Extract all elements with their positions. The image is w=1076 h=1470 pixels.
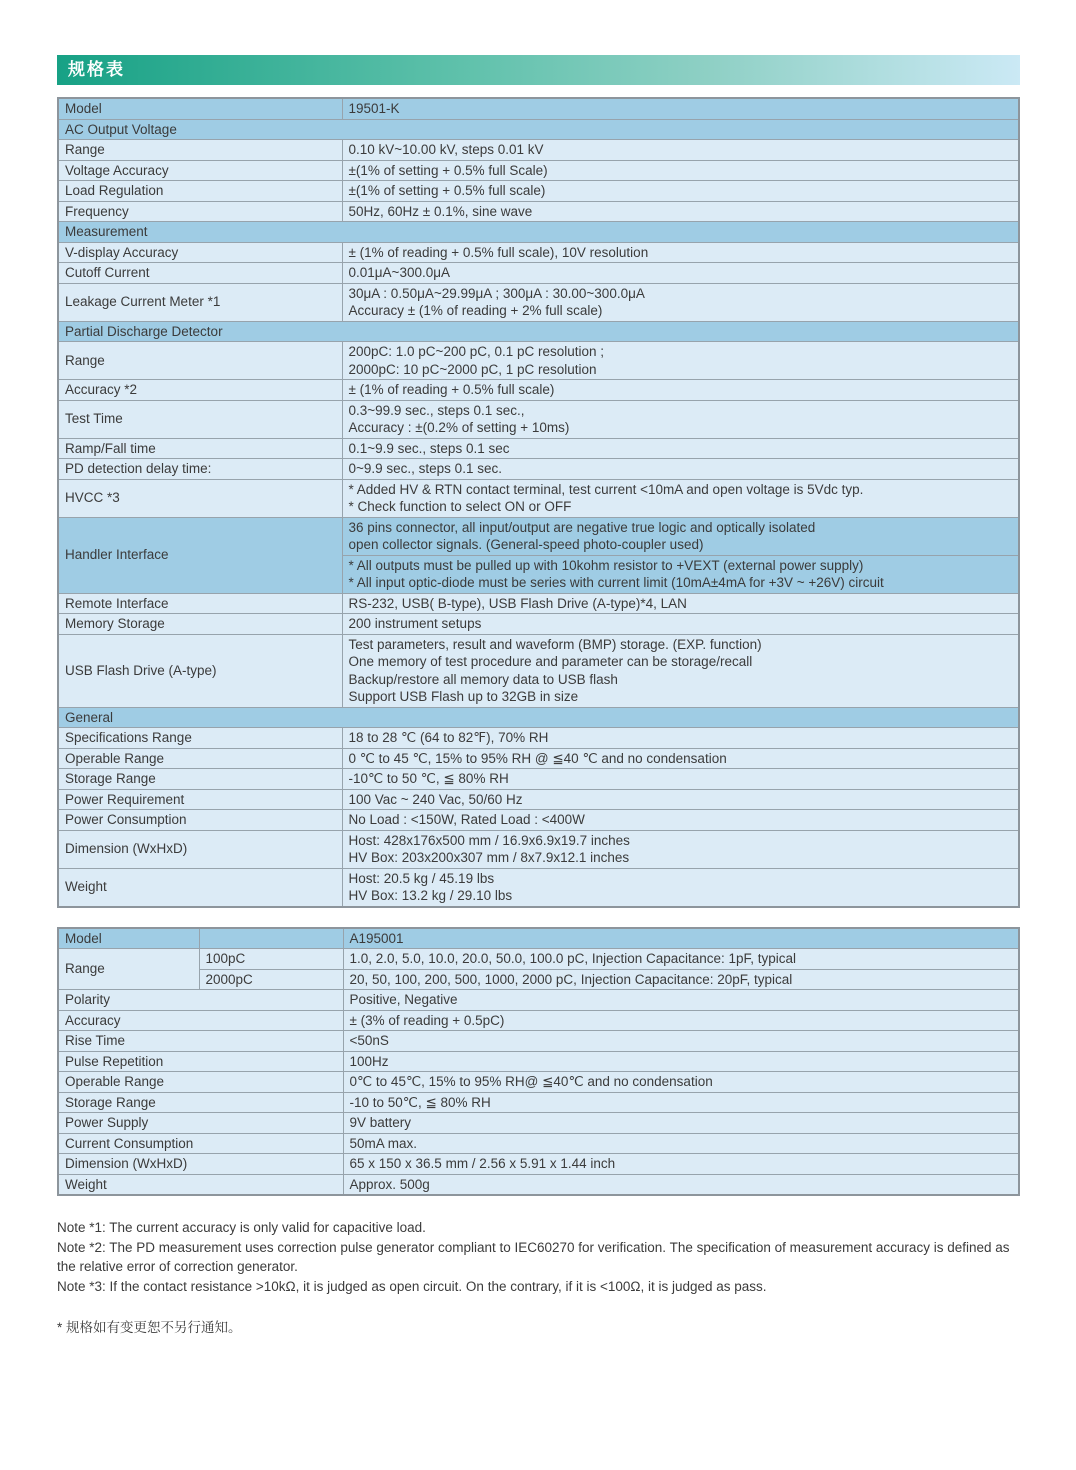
row-value	[343, 1113, 1019, 1134]
table-row	[58, 830, 1019, 868]
row-label	[58, 634, 342, 707]
table-row	[58, 1174, 1019, 1195]
row-value	[343, 990, 1019, 1011]
row-label	[58, 789, 342, 810]
table-row	[58, 140, 1019, 161]
cell-line: 19501-K	[348, 101, 400, 116]
cell-line: Load Regulation	[65, 183, 164, 198]
row-value	[343, 928, 1019, 949]
table-row	[58, 1154, 1019, 1175]
cell-line: ± (3% of reading + 0.5pC)	[349, 1012, 505, 1028]
table-row	[58, 342, 1019, 380]
section-row	[58, 321, 1019, 342]
table-row	[58, 748, 1019, 769]
table-row	[58, 459, 1019, 480]
cell-line: Accuracy : ±(0.2% of setting + 10ms)	[348, 420, 570, 435]
cell-line: Remote Interface	[65, 595, 169, 611]
table-row	[58, 1010, 1019, 1031]
row-value	[343, 1072, 1019, 1093]
row-label	[58, 201, 342, 222]
cell-line: AC Output Voltage	[65, 121, 177, 137]
cell-line: A195001	[349, 930, 404, 946]
cell-line: Host: 20.5 kg / 45.19 lbs	[348, 870, 495, 886]
cell-line: Accuracy *2	[65, 382, 138, 397]
footnote-3: Note *3: If the contact resistance >10kΩ, it is judged as open circuit. On the contrary, if it is <100Ω, it is judged as pass.	[57, 1278, 767, 1294]
cell-line: Dimension (WxHxD)	[65, 841, 188, 857]
row-value	[343, 1051, 1019, 1072]
cell-line: 200pC: 1.0 pC~200 pC, 0.1 pC resolution ;	[348, 344, 605, 359]
cell-line: Current Consumption	[65, 1135, 194, 1151]
cell-line: Voltage Accuracy	[65, 162, 169, 178]
row-label	[58, 459, 342, 480]
cell-line: Leakage Current Meter *1	[65, 294, 221, 310]
cell-line: 1.0, 2.0, 5.0, 10.0, 20.0, 50.0, 100.0 pC, Injection Capacitance: 1pF, typical	[349, 951, 797, 966]
cell-line: Handler Interface	[65, 547, 169, 563]
row-value	[343, 1031, 1019, 1052]
row-label	[58, 181, 342, 202]
cell-line: HVCC *3	[65, 490, 120, 506]
row-value	[342, 789, 1019, 810]
cell-line: 50mA max.	[349, 1135, 418, 1151]
cell-line: 0.01μA~300.0μA	[348, 265, 451, 280]
cell-line: Power Supply	[65, 1115, 149, 1130]
section-title	[58, 119, 1019, 140]
row-label	[58, 830, 342, 868]
row-label	[58, 1010, 343, 1031]
table-row	[58, 400, 1019, 438]
cell-line: One memory of test procedure and parameter can be storage/recall	[348, 654, 753, 669]
table-row	[58, 810, 1019, 831]
cell-line: 0.10 kV~10.00 kV, steps 0.01 kV	[348, 142, 544, 157]
cell-line: 0.3~99.9 sec., steps 0.1 sec.,	[348, 402, 525, 418]
row-value	[342, 438, 1019, 459]
cell-line: Polarity	[65, 992, 111, 1007]
cell-line: Operable Range	[65, 750, 165, 766]
row-label	[58, 1092, 343, 1113]
table-row	[58, 201, 1019, 222]
section-title	[58, 707, 1019, 728]
cell-line: Model	[65, 930, 102, 946]
cell-line: Weight	[65, 1176, 107, 1192]
table-row	[58, 1031, 1019, 1052]
section-title	[58, 222, 1019, 243]
cell-line: Accuracy ± (1% of reading + 2% full scale)	[348, 303, 603, 318]
spec-table-a195001	[57, 927, 1020, 1197]
cell-line: Pulse Repetition	[65, 1053, 164, 1069]
cell-line: 18 to 28 ℃ (64 to 82℉), 70% RH	[348, 730, 549, 745]
table-row	[58, 263, 1019, 284]
row-value	[342, 830, 1019, 868]
cell-line: Power Consumption	[65, 812, 187, 827]
row-value	[342, 201, 1019, 222]
cell-line: 200 instrument setups	[348, 616, 482, 631]
cell-line: Storage Range	[65, 771, 156, 786]
row-value	[342, 380, 1019, 401]
cell-line: * All input optic-diode must be series with current limit (10mA±4mA for +3V ~ +26V) circuit	[348, 575, 884, 590]
table-row	[58, 1092, 1019, 1113]
cell-line: Backup/restore all memory data to USB flash	[348, 671, 618, 687]
row-value	[342, 614, 1019, 635]
cell-line: Memory Storage	[65, 616, 165, 631]
row-value	[343, 1010, 1019, 1031]
row-label	[58, 1174, 343, 1195]
row-value	[342, 868, 1019, 907]
row-value	[342, 769, 1019, 790]
table-row	[58, 380, 1019, 401]
cell-line: 36 pins connector, all input/output are negative true logic and optically isolated	[348, 519, 816, 535]
row-label	[58, 928, 199, 949]
row-label	[58, 728, 342, 749]
row-value	[342, 140, 1019, 161]
row-label	[58, 593, 342, 614]
cell-line: Positive, Negative	[349, 992, 458, 1007]
row-label	[58, 1154, 343, 1175]
section-row	[58, 707, 1019, 728]
row-label	[58, 1113, 343, 1134]
cell-line: Accuracy	[65, 1012, 121, 1028]
row-label	[58, 1072, 343, 1093]
row-value	[343, 949, 1019, 970]
row-value	[342, 400, 1019, 438]
row-value	[342, 748, 1019, 769]
cell-line: Approx. 500g	[349, 1176, 430, 1192]
row-value	[342, 263, 1019, 284]
section-title	[58, 321, 1019, 342]
row-label	[58, 769, 342, 790]
table-row	[58, 614, 1019, 635]
row-label	[58, 479, 342, 517]
cell-line: HV Box: 203x200x307 mm / 8x7.9x12.1 inches	[348, 850, 630, 865]
section-row	[58, 222, 1019, 243]
table-row	[58, 98, 1019, 119]
cell-line: PD detection delay time:	[65, 461, 212, 476]
cell-line: Range	[65, 142, 105, 157]
row-label	[58, 160, 342, 181]
range-sub-label	[199, 969, 343, 990]
footnotes	[57, 1218, 1020, 1296]
cell-line: RS-232, USB( B-type), USB Flash Drive (A-type)*4, LAN	[348, 595, 687, 611]
row-label	[58, 868, 342, 907]
cell-line: 20, 50, 100, 200, 500, 1000, 2000 pC, Injection Capacitance: 20pF, typical	[349, 971, 793, 987]
cell-line: V-display Accuracy	[65, 244, 179, 260]
row-value	[343, 1154, 1019, 1175]
row-value	[343, 1174, 1019, 1195]
page-title: 规格表	[57, 55, 1020, 85]
table-row	[58, 438, 1019, 459]
table-row	[58, 969, 1019, 990]
cell-line: 2000pC: 10 pC~2000 pC, 1 pC resolution	[348, 361, 597, 377]
cell-line: 0.1~9.9 sec., steps 0.1 sec	[348, 440, 510, 456]
cell-line: 2000pC	[205, 971, 253, 987]
cell-line: Host: 428x176x500 mm / 16.9x6.9x19.7 inches	[348, 832, 630, 848]
row-label	[58, 990, 343, 1011]
cell-line: -10℃ to 50 ℃, ≦ 80% RH	[348, 771, 509, 786]
cell-line: Weight	[65, 879, 107, 895]
row-value	[342, 181, 1019, 202]
row-label	[58, 400, 342, 438]
cell-line: 100pC	[205, 951, 246, 966]
table-row	[58, 479, 1019, 517]
section-row	[58, 119, 1019, 140]
row-value	[342, 242, 1019, 263]
cell-line: No Load : <150W, Rated Load : <400W	[348, 812, 585, 827]
cell-line: open collector signals. (General-speed photo-coupler used)	[348, 537, 704, 552]
row-value	[342, 459, 1019, 480]
page-content	[57, 55, 1020, 1336]
table-row	[58, 789, 1019, 810]
row-value	[343, 969, 1019, 990]
row-value	[342, 634, 1019, 707]
cell-line: 100Hz	[349, 1053, 389, 1069]
range-sub-label	[199, 949, 343, 970]
table-row	[58, 990, 1019, 1011]
cell-line: ± (1% of reading + 0.5% full scale), 10V resolution	[348, 244, 649, 260]
row-label	[58, 380, 342, 401]
table-row	[58, 593, 1019, 614]
cell-line: Frequency	[65, 203, 129, 219]
cell-line: Power Requirement	[65, 791, 185, 807]
row-value	[342, 593, 1019, 614]
row-label	[58, 614, 342, 635]
row-value	[342, 517, 1019, 555]
cell-line: Measurement	[65, 224, 148, 239]
cell-line: Storage Range	[65, 1094, 156, 1110]
table-row	[58, 1113, 1019, 1134]
table-row	[58, 160, 1019, 181]
row-value	[342, 342, 1019, 380]
cell-line: -10 to 50℃, ≦ 80% RH	[349, 1094, 491, 1110]
cell-line: ±(1% of setting + 0.5% full Scale)	[348, 162, 548, 178]
cell-line: Specifications Range	[65, 730, 192, 745]
spec-table-a195001-body	[58, 928, 1019, 1196]
row-value	[343, 1092, 1019, 1113]
table-row	[58, 769, 1019, 790]
spec-table-main	[57, 97, 1020, 908]
table-row	[58, 242, 1019, 263]
table-row	[58, 1072, 1019, 1093]
row-value	[342, 98, 1019, 119]
cell-line: HV Box: 13.2 kg / 29.10 lbs	[348, 888, 513, 903]
footnote-1: Note *1: The current accuracy is only valid for capacitive load.	[57, 1220, 426, 1235]
row-label	[58, 1031, 343, 1052]
table-row	[58, 1133, 1019, 1154]
row-label	[58, 263, 342, 284]
row-label	[58, 1133, 343, 1154]
cell-line: Rise Time	[65, 1033, 126, 1048]
row-label	[58, 949, 199, 990]
row-value	[342, 555, 1019, 593]
row-label	[58, 748, 342, 769]
cell-line: 0℃ to 45℃, 15% to 95% RH@ ≦40℃ and no condensation	[349, 1074, 713, 1089]
row-label	[58, 98, 342, 119]
cell-line: Ramp/Fall time	[65, 440, 156, 456]
cell-line: ± (1% of reading + 0.5% full scale)	[348, 382, 555, 397]
row-label	[58, 517, 342, 593]
cell-line: Cutoff Current	[65, 265, 150, 280]
cell-line: 65 x 150 x 36.5 mm / 2.56 x 5.91 x 1.44 inch	[349, 1156, 616, 1171]
cell-line: * Added HV & RTN contact terminal, test current <10mA and open voltage is 5Vdc typ.	[348, 481, 864, 497]
cell-line: Test Time	[65, 411, 123, 427]
cell-line: 0 ℃ to 45 ℃, 15% to 95% RH @ ≦40 ℃ and no condensation	[348, 750, 727, 766]
row-label-filler	[199, 928, 343, 949]
cell-line: Partial Discharge Detector	[65, 323, 223, 339]
table-row	[58, 517, 1019, 555]
cell-line: * Check function to select ON or OFF	[348, 499, 572, 514]
row-label	[58, 438, 342, 459]
row-value	[342, 283, 1019, 321]
row-value	[342, 728, 1019, 749]
row-value	[343, 1133, 1019, 1154]
cell-line: USB Flash Drive (A-type)	[65, 662, 217, 678]
row-value	[342, 479, 1019, 517]
cell-line: 0~9.9 sec., steps 0.1 sec.	[348, 461, 502, 476]
row-label	[58, 283, 342, 321]
cell-line: 100 Vac ~ 240 Vac, 50/60 Hz	[348, 791, 523, 807]
cell-line: Range	[65, 961, 105, 977]
cell-line: Range	[65, 352, 105, 368]
table-row	[58, 728, 1019, 749]
row-value	[342, 160, 1019, 181]
cell-line: <50nS	[349, 1033, 389, 1048]
row-label	[58, 140, 342, 161]
row-value	[342, 810, 1019, 831]
cell-line: 30μA : 0.50μA~29.99μA ; 300μA : 30.00~300.0μA	[348, 285, 645, 301]
cell-line: Dimension (WxHxD)	[65, 1156, 188, 1171]
table-row	[58, 949, 1019, 970]
row-label	[58, 342, 342, 380]
spec-change-disclaimer: * 规格如有变更恕不另行通知。	[57, 1320, 242, 1335]
row-label	[58, 1051, 343, 1072]
cell-line: General	[65, 709, 114, 725]
row-label	[58, 242, 342, 263]
spec-table-main-body	[58, 98, 1019, 907]
table-row	[58, 634, 1019, 707]
cell-line: * All outputs must be pulled up with 10kohm resistor to +VEXT (external power supply)	[348, 557, 864, 573]
footnote-2: Note *2: The PD measurement uses correction pulse generator compliant to IEC60270 for verification. The specification of measurement accuracy is defined as the relative error of correction generator.	[57, 1239, 1010, 1274]
table-row	[58, 181, 1019, 202]
table-row	[58, 928, 1019, 949]
cell-line: 50Hz, 60Hz ± 0.1%, sine wave	[348, 203, 533, 219]
table-row	[58, 283, 1019, 321]
cell-line: Support USB Flash up to 32GB in size	[348, 689, 579, 704]
cell-line: ±(1% of setting + 0.5% full scale)	[348, 183, 546, 198]
table-row	[58, 868, 1019, 907]
row-label	[58, 810, 342, 831]
cell-line: Test parameters, result and waveform (BMP) storage. (EXP. function)	[348, 636, 762, 652]
table-row	[58, 1051, 1019, 1072]
cell-line: Operable Range	[65, 1074, 165, 1089]
cell-line: Model	[65, 101, 102, 116]
cell-line: 9V battery	[349, 1115, 412, 1130]
